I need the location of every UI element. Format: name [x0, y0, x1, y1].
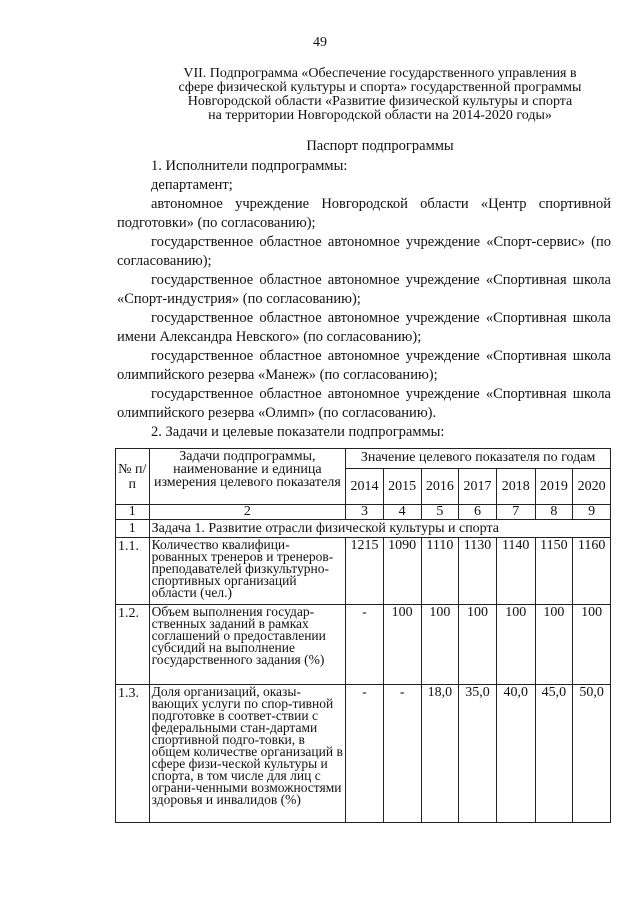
- header-year: 2020: [573, 469, 611, 505]
- header-year: 2014: [346, 469, 384, 505]
- page-number: 49: [313, 35, 327, 50]
- column-number: 6: [459, 505, 497, 520]
- row-number: 1.2.: [116, 605, 150, 685]
- indicator-value: 35,0: [459, 685, 497, 823]
- table-row: [116, 605, 611, 685]
- column-numbers-row: [116, 505, 611, 520]
- column-number: 7: [496, 505, 535, 520]
- header-year: 2017: [459, 469, 497, 505]
- row-number: 1.1.: [116, 538, 150, 605]
- indicator-value: 1160: [573, 538, 611, 605]
- indicator-name: Доля организаций, оказы-вающих услуги по спор-тивной подготовке в соответ-ствии с федеральными стан-дартами спортивной подго-товки, в общем количестве организаций в сфере физи-ческой культуры и спорта, в том числе для лиц с ограни-ченными возможностями здоровья и инвалидов (%): [149, 685, 346, 823]
- column-number: 5: [421, 505, 459, 520]
- indicator-value: 100: [535, 605, 573, 685]
- table-row: [116, 685, 611, 823]
- indicator-value: 100: [459, 605, 497, 685]
- indicator-value: 1140: [496, 538, 535, 605]
- indicator-value: 1150: [535, 538, 573, 605]
- column-number: 4: [383, 505, 421, 520]
- indicator-value: 1110: [421, 538, 459, 605]
- heading-line: сфере физической культуры и спорта» государственной программы: [178, 80, 582, 95]
- indicator-value: 1090: [383, 538, 421, 605]
- indicator-name: Количество квалифици-рованных тренеров и тренеров-преподавателей физкультурно-спортивных организаций области (чел.): [149, 538, 346, 605]
- row-number: 1.3.: [116, 685, 150, 823]
- task-number: 1: [116, 520, 150, 538]
- indicator-value: 1215: [346, 538, 384, 605]
- table-row: [116, 538, 611, 605]
- executors-section: [117, 157, 611, 442]
- header-values: Значение целевого показателя по годам: [346, 449, 611, 469]
- header-year: 2019: [535, 469, 573, 505]
- indicator-value: -: [383, 685, 421, 823]
- column-number: 9: [573, 505, 611, 520]
- section-title: 1. Исполнители подпрограммы:: [151, 158, 348, 174]
- indicator-value: -: [346, 685, 384, 823]
- executor-item: департамент;: [151, 177, 233, 193]
- executor-item: автономное учреждение Новгородской области «Центр спортивной подготовки» (по согласованию);: [117, 196, 611, 231]
- indicator-value: 100: [383, 605, 421, 685]
- indicator-value: 50,0: [573, 685, 611, 823]
- heading-line: Новгородской области «Развитие физической культуры и спорта: [187, 94, 573, 109]
- indicator-value: 18,0: [421, 685, 459, 823]
- executor-item: государственное областное автономное учреждение «Спорт-сервис» (по согласованию);: [117, 234, 611, 269]
- executor-item: государственное областное автономное учреждение «Спортивная школа олимпийского резерва «Манеж» (по согласованию);: [117, 348, 611, 383]
- indicator-name: Объем выполнения государ-ственных заданий в рамках соглашений о предоставлении субсидий на выполнение государственного задания (%): [149, 605, 346, 685]
- executor-item: государственное областное автономное учреждение «Спортивная школа олимпийского резерва «Олимп» (по согласованию).: [117, 386, 611, 421]
- indicator-value: 100: [573, 605, 611, 685]
- indicator-value: 1130: [459, 538, 497, 605]
- subprogram-heading: [150, 67, 610, 123]
- header-number: № п/п: [116, 449, 150, 505]
- column-number: 8: [535, 505, 573, 520]
- header-year: 2016: [421, 469, 459, 505]
- task-title: Задача 1. Развитие отрасли физической культуры и спорта: [149, 520, 610, 538]
- header-year: 2015: [383, 469, 421, 505]
- column-number: 3: [346, 505, 384, 520]
- heading-line: VII. Подпрограмма «Обеспечение государственного управления в: [183, 66, 577, 81]
- header-task: Задачи подпрограммы, наименование и единица измерения целевого показателя: [149, 449, 346, 505]
- indicator-value: 45,0: [535, 685, 573, 823]
- targets-table: [115, 448, 611, 823]
- indicator-value: -: [346, 605, 384, 685]
- indicator-value: 100: [496, 605, 535, 685]
- section-title: 2. Задачи и целевые показатели подпрограммы:: [151, 424, 445, 440]
- executor-item: государственное областное автономное учреждение «Спортивная школа имени Александра Невского» (по согласованию);: [117, 310, 611, 345]
- heading-line: на территории Новгородской области на 2014-2020 годы»: [208, 108, 552, 123]
- executor-item: государственное областное автономное учреждение «Спортивная школа «Спорт-индустрия» (по согласованию);: [117, 272, 611, 307]
- indicator-value: 40,0: [496, 685, 535, 823]
- task-row: [116, 520, 611, 538]
- indicator-value: 100: [421, 605, 459, 685]
- header-year: 2018: [496, 469, 535, 505]
- passport-title: Паспорт подпрограммы: [306, 138, 454, 154]
- column-number: 1: [116, 505, 150, 520]
- column-number: 2: [149, 505, 346, 520]
